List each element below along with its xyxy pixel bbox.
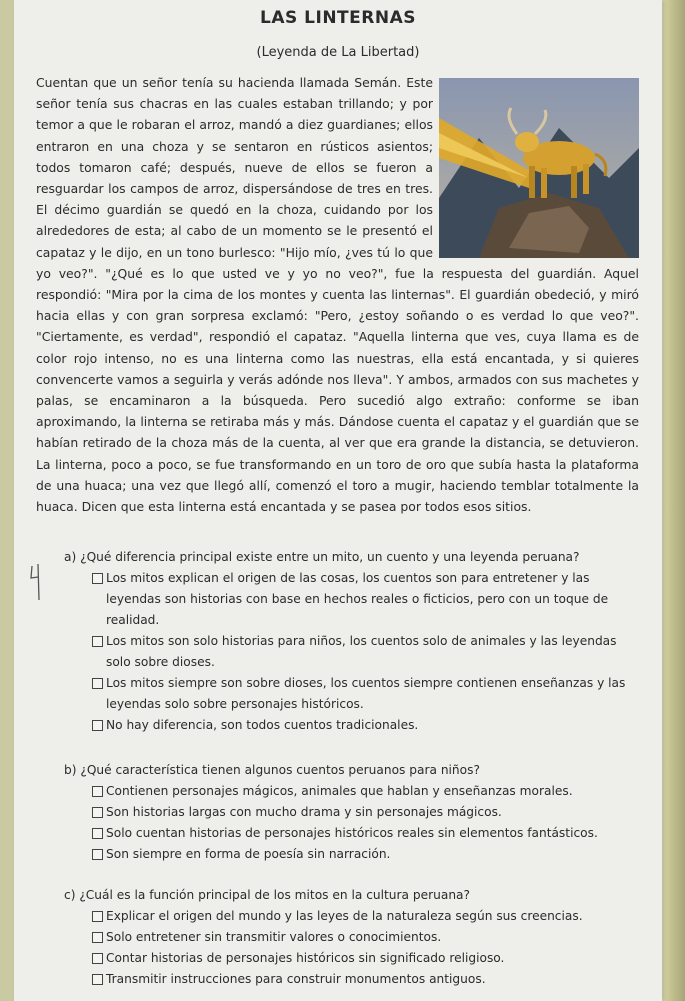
photo-background-edge [662,0,685,1001]
question-a-option-3[interactable] [84,673,644,715]
option-label: Contienen personajes mágicos, animales que hablan y enseñanzas morales. [106,784,573,798]
question-c [64,885,644,990]
checkbox-icon[interactable] [92,678,103,689]
question-b-option-4[interactable] [84,844,644,865]
question-a-option-1[interactable] [84,568,644,631]
option-label: Los mitos siempre son sobre dioses, los cuentos siempre contienen enseñanzas y las leyendas solo sobre personajes históricos. [106,676,626,711]
golden-bull-illustration [439,78,639,258]
option-label: Son historias largas con mucho drama y sin personajes mágicos. [106,805,502,819]
question-b [64,760,644,865]
question-a [64,547,644,736]
checkbox-icon[interactable] [92,786,103,797]
question-a-option-4[interactable] [84,715,644,736]
checkbox-icon[interactable] [92,807,103,818]
question-a-option-2[interactable] [84,631,644,673]
option-label: Los mitos son solo historias para niños, los cuentos solo de animales y las leyendas solo sobre dioses. [106,634,617,669]
option-label: No hay diferencia, son todos cuentos tradicionales. [106,718,419,732]
question-b-option-1[interactable] [84,781,644,802]
page-subtitle: (Leyenda de La Libertad) [256,45,420,60]
question-c-text: c) ¿Cuál es la función principal de los mitos en la cultura peruana? [64,888,470,902]
handwritten-mark [28,562,44,602]
checkbox-icon[interactable] [92,849,103,860]
option-label: Solo cuentan historias de personajes históricos reales sin elementos fantásticos. [106,826,598,840]
option-label: Solo entretener sin transmitir valores o conocimientos. [106,930,442,944]
question-a-text: a) ¿Qué diferencia principal existe entre un mito, un cuento y una leyenda peruana? [64,550,580,564]
question-c-option-2[interactable] [84,927,644,948]
question-b-option-3[interactable] [84,823,644,844]
question-c-option-3[interactable] [84,948,644,969]
option-label: Contar historias de personajes históricos sin significado religioso. [106,951,505,965]
checkbox-icon[interactable] [92,828,103,839]
checkbox-icon[interactable] [92,720,103,731]
question-c-option-4[interactable] [84,969,644,990]
option-label: Son siempre en forma de poesía sin narración. [106,847,391,861]
story-paragraph: Cuentan que un señor tenía su hacienda llamada Semán. Este señor tenía sus chacras en las cuales estaban trillando; y por temor a que le robaran el arroz, mandó a diez guardianes; ellos entraron en una choza y se sentaron en rústicos asientos; todos tomaron café; después, nueve de ellos se fueron a resguardar los campos de arroz, dispersándose de tres en tres. El décimo guardián se quedó en la choza, cuidando por los alrededores de esta; al cabo de un momento se le presentó el capataz y le dijo, en un tono burlesco: "Hijo mío, ¿ves tú lo que yo veo?". "¿Qué es lo que usted ve y yo no veo?", fue la respuesta del guardián. Aquel respondió: "Mira por la cima de los montes y cuenta las linternas". El guardián obedeció, y miró hacia ellas y con gran sorpresa exclamó: "Pero, ¿estoy soñando o es verdad lo que veo?". "Ciertamente, es verdad", respondió el capataz. "Aquella linterna que ves, cuya llama es de color rojo intenso, no es una linterna como las nuestras, ella está encantada, y si quieres convencerte vamos a seguirla y verás adónde nos lleva". Y ambos, armados con sus machetes y palas, se encaminaron a la búsqueda. Pero sucedió algo extraño: conforme se iban aproximando, la linterna se retiraba más y más. Dándose cuenta el capataz y el guardián que se habían retirado de la choza más de la cuenta, al ver que era grande la distancia, se detuvieron. La linterna, poco a poco, se fue transformando en un toro de oro que subía hasta la plataforma de una huaca; una vez que llegó allí, comenzó el toro a mugir, haciendo temblar totalmente la huaca. Dicen que esta linterna está encantada y se pasea por todos esos sitios. [36,75,639,515]
checkbox-icon[interactable] [92,636,103,647]
question-b-option-2[interactable] [84,802,644,823]
option-label: Los mitos explican el origen de las cosas, los cuentos son para entretener y las leyendas son historias con base en hechos reales o ficticios, pero con un toque de realidad. [106,571,609,627]
option-label: Transmitir instrucciones para construir monumentos antiguos. [106,972,486,986]
checkbox-icon[interactable] [92,911,103,922]
page-title: LAS LINTERNAS [260,8,416,28]
question-b-text: b) ¿Qué característica tienen algunos cuentos peruanos para niños? [64,763,480,777]
checkbox-icon[interactable] [92,974,103,985]
story-text-block [36,72,639,517]
question-c-option-1[interactable] [84,906,644,927]
checkbox-icon[interactable] [92,573,103,584]
checkbox-icon[interactable] [92,953,103,964]
checkbox-icon[interactable] [92,932,103,943]
option-label: Explicar el origen del mundo y las leyes de la naturaleza según sus creencias. [106,909,583,923]
